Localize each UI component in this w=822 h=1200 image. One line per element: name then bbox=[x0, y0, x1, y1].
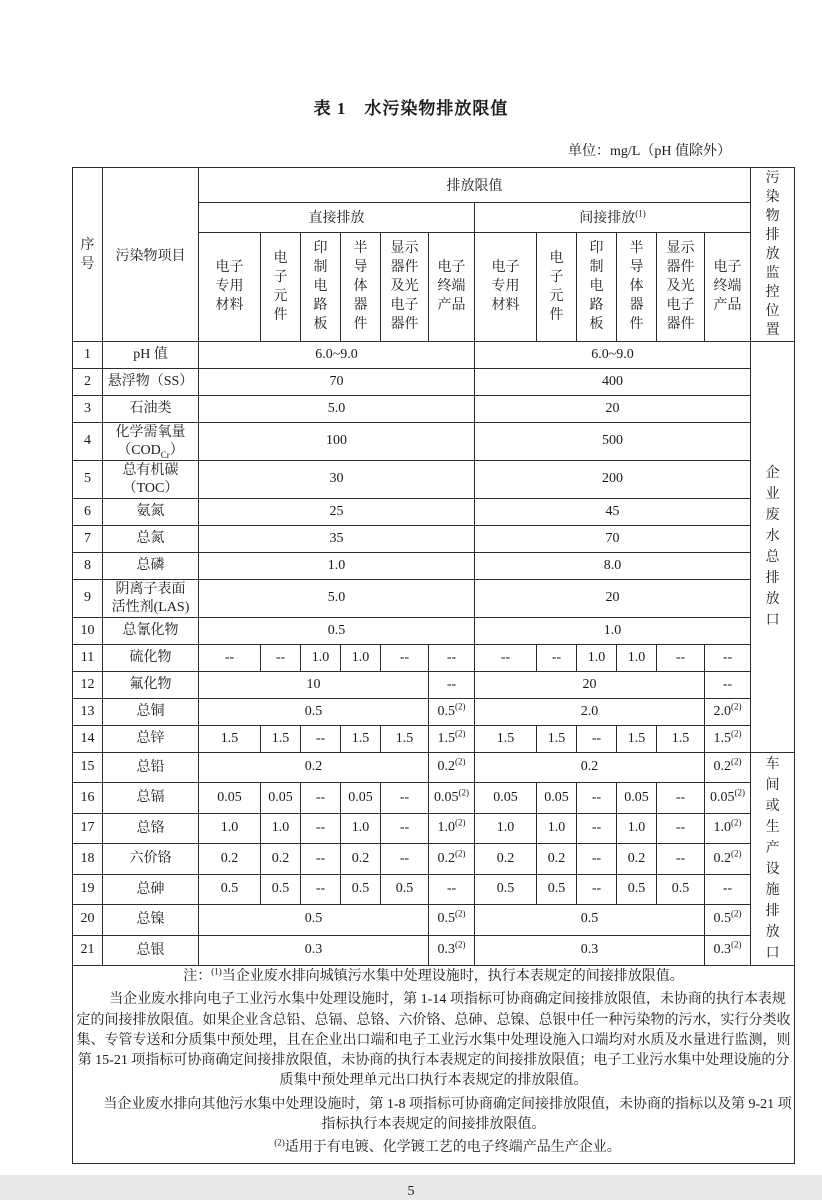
monitor-label: 污染物排放监控位置 bbox=[765, 171, 780, 338]
limit-value-cell: 0.05 bbox=[475, 783, 537, 813]
table-row bbox=[73, 699, 795, 726]
limit-value-cell: 1.5 bbox=[617, 726, 657, 753]
limit-value-cell: 0.5 bbox=[199, 618, 475, 645]
limit-value-cell: 0.2 bbox=[617, 844, 657, 874]
limit-value-cell: 0.3$^{(2)}$ bbox=[705, 935, 751, 965]
limit-value-cell: 0.05 bbox=[199, 783, 261, 813]
col-header-direct-discharge bbox=[199, 203, 475, 233]
table-row bbox=[73, 423, 795, 461]
limit-value-cell: 1.5 bbox=[475, 726, 537, 753]
table-row bbox=[73, 580, 795, 618]
row-number-cell: 12 bbox=[73, 672, 103, 699]
limit-value-cell: 5.0 bbox=[199, 396, 475, 423]
limit-value-cell: 0.05 bbox=[261, 783, 301, 813]
table-row bbox=[73, 874, 795, 904]
limit-value-cell: 1.0 bbox=[341, 645, 381, 672]
limit-value-cell: 1.5 bbox=[261, 726, 301, 753]
footnote-marker: (2) bbox=[731, 939, 742, 950]
limit-value-cell: 70 bbox=[475, 526, 751, 553]
pollutant-name-cell: 总铅 bbox=[103, 753, 199, 783]
limit-value-cell: 0.05$^{(2)}$ bbox=[705, 783, 751, 813]
row-number-cell: 13 bbox=[73, 699, 103, 726]
footnote-marker: (2) bbox=[734, 787, 746, 798]
note-paragraph: $^{(2)}$适用于有电镀、化学镀工艺的电子终端产品生产企业。 bbox=[274, 1137, 621, 1156]
col-header-industry-display-indirect: 显示器件及光电子器件 bbox=[657, 232, 705, 341]
limit-value-cell: 200 bbox=[475, 461, 751, 499]
limit-value-cell: 1.5 bbox=[341, 726, 381, 753]
limit-value-cell: 100 bbox=[199, 423, 475, 461]
footnote-marker: (2) bbox=[455, 727, 466, 738]
limit-value-cell: -- bbox=[577, 844, 617, 874]
limit-value-cell: 0.5 bbox=[657, 874, 705, 904]
limit-value-cell: -- bbox=[577, 783, 617, 813]
limit-value-cell: 70 bbox=[199, 369, 475, 396]
limit-value-cell: 1.0 bbox=[261, 813, 301, 843]
limit-value-cell: -- bbox=[381, 783, 429, 813]
limit-value-cell: -- bbox=[705, 672, 751, 699]
col-header-industry-terminal-direct: 电子终端产品 bbox=[429, 232, 475, 341]
limit-value-cell: 1.5$^{(2)}$ bbox=[705, 726, 751, 753]
limit-value-cell: 25 bbox=[199, 499, 475, 526]
limit-value-cell: 1.0$^{(2)}$ bbox=[705, 813, 751, 843]
row-number-cell: 16 bbox=[73, 783, 103, 813]
table-row bbox=[73, 672, 795, 699]
table-row bbox=[73, 499, 795, 526]
row-number-cell: 5 bbox=[73, 461, 103, 499]
limit-value-cell: 20 bbox=[475, 580, 751, 618]
table-row bbox=[73, 342, 795, 369]
footnote-marker: (2) bbox=[731, 908, 742, 919]
limit-value-cell: -- bbox=[577, 726, 617, 753]
footnote-marker: (2) bbox=[731, 756, 742, 767]
pollutant-name-cell: 悬浮物（SS） bbox=[103, 369, 199, 396]
row-number-cell: 3 bbox=[73, 396, 103, 423]
col-header-industry-components-indirect: 电子元件 bbox=[537, 232, 577, 341]
limit-value-cell: -- bbox=[301, 726, 341, 753]
limit-value-cell: 0.5 bbox=[475, 905, 705, 935]
col-header-indirect-discharge bbox=[475, 203, 751, 233]
pollutant-name-cell: 总磷 bbox=[103, 553, 199, 580]
limit-value-cell: 0.5 bbox=[537, 874, 577, 904]
indirect-discharge-label: 间接排放 bbox=[579, 211, 636, 227]
limit-value-cell: -- bbox=[537, 645, 577, 672]
limit-value-cell: 1.0 bbox=[341, 813, 381, 843]
table-row bbox=[73, 461, 795, 499]
limit-value-cell: 0.5$^{(2)}$ bbox=[705, 905, 751, 935]
limit-value-cell: -- bbox=[577, 874, 617, 904]
footnote-marker: (2) bbox=[455, 908, 466, 919]
limit-value-cell: 0.5 bbox=[617, 874, 657, 904]
limit-value-cell: 500 bbox=[475, 423, 751, 461]
limit-value-cell: 0.5 bbox=[261, 874, 301, 904]
col-header-industry-pcb-direct: 印制电路板 bbox=[301, 232, 341, 341]
row-number-cell: 8 bbox=[73, 553, 103, 580]
limit-value-cell: -- bbox=[301, 813, 341, 843]
limit-value-cell: 30 bbox=[199, 461, 475, 499]
limit-value-cell: 0.5 bbox=[199, 699, 429, 726]
limit-value-cell: 45 bbox=[475, 499, 751, 526]
limit-value-cell: 0.2 bbox=[199, 753, 429, 783]
limit-value-cell: 0.5 bbox=[381, 874, 429, 904]
limit-value-cell: 1.0 bbox=[199, 813, 261, 843]
limit-value-cell: 0.5 bbox=[341, 874, 381, 904]
footnote-marker: (2) bbox=[731, 700, 742, 711]
limit-value-cell: 35 bbox=[199, 526, 475, 553]
row-number-cell: 21 bbox=[73, 935, 103, 965]
pollutant-name-cell: 总氮 bbox=[103, 526, 199, 553]
limit-value-cell: -- bbox=[301, 874, 341, 904]
limit-value-cell: 1.5$^{(2)}$ bbox=[429, 726, 475, 753]
serial-label: 序号 bbox=[80, 237, 95, 272]
pollutant-name-cell: 总有机碳 （TOC） bbox=[103, 461, 199, 499]
limit-value-cell: -- bbox=[475, 645, 537, 672]
pollutant-name-cell: 化学需氧量 $(COD_{Cr})$ bbox=[103, 423, 199, 461]
limit-value-cell: 0.3 bbox=[199, 935, 429, 965]
table-row bbox=[73, 369, 795, 396]
limit-value-cell: -- bbox=[657, 813, 705, 843]
row-number-cell: 2 bbox=[73, 369, 103, 396]
table-row bbox=[73, 726, 795, 753]
limit-value-cell: 2.0$^{(2)}$ bbox=[705, 699, 751, 726]
col-header-limits: 排放限值 bbox=[199, 168, 751, 203]
col-header-industry-semiconductor-indirect: 半导体器件 bbox=[617, 232, 657, 341]
limit-value-cell: 1.0 bbox=[617, 645, 657, 672]
limit-value-cell: 1.5 bbox=[537, 726, 577, 753]
col-header-pollutant: 污染物项目 bbox=[103, 168, 199, 342]
water-pollutant-limits-table bbox=[72, 167, 795, 1164]
table-header bbox=[73, 168, 795, 342]
limit-value-cell: -- bbox=[657, 783, 705, 813]
limit-value-cell: 0.2 bbox=[475, 844, 537, 874]
row-number-cell: 10 bbox=[73, 618, 103, 645]
limit-value-cell: 0.5 bbox=[199, 874, 261, 904]
footnote-marker: (2) bbox=[455, 847, 466, 858]
table-row bbox=[73, 553, 795, 580]
limit-value-cell: 0.05 bbox=[341, 783, 381, 813]
limit-value-cell: 0.2 bbox=[199, 844, 261, 874]
limit-value-cell: 1.5 bbox=[381, 726, 429, 753]
table-row bbox=[73, 783, 795, 813]
row-number-cell: 1 bbox=[73, 342, 103, 369]
table-row bbox=[73, 618, 795, 645]
col-header-industry-materials-direct: 电子专用材料 bbox=[199, 232, 261, 341]
page-title: 表 1 水污染物排放限值 bbox=[313, 99, 509, 118]
limit-value-cell: 6.0~9.0 bbox=[475, 342, 751, 369]
pollutant-name-cell: 总银 bbox=[103, 935, 199, 965]
table-row bbox=[73, 935, 795, 965]
pollutant-name-cell: 总铬 bbox=[103, 813, 199, 843]
limit-value-cell: 400 bbox=[475, 369, 751, 396]
limit-value-cell: -- bbox=[381, 645, 429, 672]
row-number-cell: 18 bbox=[73, 844, 103, 874]
footnote-marker: (2) bbox=[455, 700, 466, 711]
col-header-industry-semiconductor-direct: 半导体器件 bbox=[341, 232, 381, 341]
monitor-location-cell: 车间或生产设施排放口 bbox=[751, 753, 795, 966]
limit-value-cell: -- bbox=[577, 813, 617, 843]
col-header-industry-display-direct: 显示器件及光电子器件 bbox=[381, 232, 429, 341]
pollutant-name-cell: 氟化物 bbox=[103, 672, 199, 699]
limit-value-cell: -- bbox=[381, 844, 429, 874]
row-number-cell: 15 bbox=[73, 753, 103, 783]
row-number-cell: 9 bbox=[73, 580, 103, 618]
footnote-marker: (2) bbox=[455, 939, 466, 950]
table-row bbox=[73, 526, 795, 553]
footnote-marker: (2) bbox=[731, 727, 742, 738]
limit-value-cell: 1.0 bbox=[537, 813, 577, 843]
limit-value-cell: 0.2$^{(2)}$ bbox=[429, 844, 475, 874]
col-header-industry-components-direct: 电子元件 bbox=[261, 232, 301, 341]
row-number-cell: 17 bbox=[73, 813, 103, 843]
table-row bbox=[73, 844, 795, 874]
table-row bbox=[73, 396, 795, 423]
pollutant-name-cell: 氨氮 bbox=[103, 499, 199, 526]
col-header-industry-terminal-indirect: 电子终端产品 bbox=[705, 232, 751, 341]
table-notes bbox=[73, 966, 795, 1164]
limit-value-cell: 1.0 bbox=[475, 813, 537, 843]
limit-value-cell: 0.05 bbox=[537, 783, 577, 813]
limit-value-cell: -- bbox=[301, 844, 341, 874]
limit-value-cell: 1.0 bbox=[199, 553, 475, 580]
row-number-cell: 19 bbox=[73, 874, 103, 904]
limit-value-cell: 0.2$^{(2)}$ bbox=[705, 844, 751, 874]
limit-value-cell: 6.0~9.0 bbox=[199, 342, 475, 369]
pollutant-name-cell: 总氰化物 bbox=[103, 618, 199, 645]
row-number-cell: 7 bbox=[73, 526, 103, 553]
pollutant-name-cell: 总镉 bbox=[103, 783, 199, 813]
indirect-footnote-marker: (1) bbox=[635, 208, 646, 219]
limit-value-cell: 0.5 bbox=[475, 874, 537, 904]
col-header-industry-pcb-indirect: 印制电路板 bbox=[577, 232, 617, 341]
limit-value-cell: 0.2 bbox=[261, 844, 301, 874]
col-header-monitor-location bbox=[751, 168, 795, 342]
limit-value-cell: -- bbox=[657, 645, 705, 672]
row-number-cell: 20 bbox=[73, 905, 103, 935]
footnote-marker: (2) bbox=[455, 817, 466, 828]
pollutant-name-cell: 阴离子表面 活性剂(LAS) bbox=[103, 580, 199, 618]
footnote-marker: (2) bbox=[458, 787, 469, 798]
limit-value-cell: 0.3$^{(2)}$ bbox=[429, 935, 475, 965]
limit-value-cell: 5.0 bbox=[199, 580, 475, 618]
note-paragraph: 当企业废水排向其他污水集中处理设施时，第 1-8 项指标可协商确定间接排放限值，未协商的指标以及第 9-21 项指标执行本表规定的间接排放限值。 bbox=[103, 1096, 792, 1133]
unit-note: 单位：mg/L（pH 值除外） bbox=[568, 144, 731, 159]
col-header-industry-materials-indirect: 电子专用材料 bbox=[475, 232, 537, 341]
table-body bbox=[73, 342, 795, 966]
limit-value-cell: -- bbox=[705, 645, 751, 672]
table-row bbox=[73, 905, 795, 935]
limit-value-cell: -- bbox=[429, 645, 475, 672]
limit-value-cell: 1.5 bbox=[199, 726, 261, 753]
limit-value-cell: 8.0 bbox=[475, 553, 751, 580]
limit-value-cell: 2.0 bbox=[475, 699, 705, 726]
footnote-marker: (2) bbox=[731, 847, 742, 858]
row-number-cell: 4 bbox=[73, 423, 103, 461]
col-header-serial bbox=[73, 168, 103, 342]
limit-value-cell: 0.05$^{(2)}$ bbox=[429, 783, 475, 813]
limit-value-cell: -- bbox=[381, 813, 429, 843]
pollutant-name-cell: 总锌 bbox=[103, 726, 199, 753]
limit-value-cell: -- bbox=[199, 645, 261, 672]
table-row bbox=[73, 645, 795, 672]
pollutant-name-cell: 石油类 bbox=[103, 396, 199, 423]
limit-value-cell: 20 bbox=[475, 672, 705, 699]
limit-value-cell: 0.2$^{(2)}$ bbox=[429, 753, 475, 783]
pollutant-name-cell: 总镍 bbox=[103, 905, 199, 935]
limit-value-cell: 1.0 bbox=[301, 645, 341, 672]
pollutant-name-cell: 硫化物 bbox=[103, 645, 199, 672]
limit-value-cell: -- bbox=[657, 844, 705, 874]
limit-value-cell: 10 bbox=[199, 672, 429, 699]
limit-value-cell: 1.0 bbox=[577, 645, 617, 672]
footnote-marker: (2) bbox=[455, 756, 466, 767]
limit-value-cell: 0.05 bbox=[617, 783, 657, 813]
limit-value-cell: -- bbox=[429, 672, 475, 699]
table-footer bbox=[73, 966, 795, 1164]
limit-value-cell: -- bbox=[705, 874, 751, 904]
limit-value-cell: 0.3 bbox=[475, 935, 705, 965]
limit-value-cell: -- bbox=[261, 645, 301, 672]
table-row bbox=[73, 753, 795, 783]
limit-value-cell: 1.0 bbox=[475, 618, 751, 645]
pollutant-name-cell: 总铜 bbox=[103, 699, 199, 726]
direct-discharge-label: 直接排放 bbox=[308, 211, 365, 227]
footnote-marker: (2) bbox=[731, 817, 742, 828]
limit-value-cell: 0.2 bbox=[341, 844, 381, 874]
row-number-cell: 11 bbox=[73, 645, 103, 672]
pollutant-name-cell: 六价铬 bbox=[103, 844, 199, 874]
limit-value-cell: 0.5$^{(2)}$ bbox=[429, 699, 475, 726]
limit-value-cell: -- bbox=[301, 783, 341, 813]
note-paragraph: 当企业废水排向电子工业污水集中处理设施时，第 1-14 项指标可协商确定间接排放限值，未协商的执行本表规定的间接排放限值。如果企业含总铅、总镉、总铬、六价铬、总砷、总镍、总银中任一种污染物的污水，实行分类收集、专管专送和分质集中预处理，且在企业出口端和电子工业污水集中处理设施入口端均对水质及水量进行监测，则第 15-21 项指标可协商确定间接排放限值，未协商的执行本表规定的间接排放限值；电子工业污水集中处理设施的分质集中预处理单元出口执行本表规定的排放限值。 bbox=[76, 992, 791, 1089]
pollutant-name-cell: 总砷 bbox=[103, 874, 199, 904]
monitor-location-cell: 企业废水总排放口 bbox=[751, 342, 795, 753]
table-row bbox=[73, 813, 795, 843]
limit-value-cell: 0.5$^{(2)}$ bbox=[429, 905, 475, 935]
row-number-cell: 6 bbox=[73, 499, 103, 526]
limit-value-cell: 0.2 bbox=[537, 844, 577, 874]
limit-value-cell: 0.2 bbox=[475, 753, 705, 783]
row-number-cell: 14 bbox=[73, 726, 103, 753]
limit-value-cell: -- bbox=[429, 874, 475, 904]
limit-value-cell: 0.2$^{(2)}$ bbox=[705, 753, 751, 783]
limit-value-cell: 1.0 bbox=[617, 813, 657, 843]
limit-value-cell: 1.0$^{(2)}$ bbox=[429, 813, 475, 843]
page-number: 5 bbox=[407, 1183, 415, 1199]
limit-value-cell: 1.5 bbox=[657, 726, 705, 753]
limit-value-cell: 20 bbox=[475, 396, 751, 423]
note-paragraph: 注：$^{(1)}$当企业废水排向城镇污水集中处理设施时，执行本表规定的间接排放限值。 bbox=[183, 966, 684, 984]
pollutant-name-cell: pH 值 bbox=[103, 342, 199, 369]
limit-value-cell: 0.5 bbox=[199, 905, 429, 935]
